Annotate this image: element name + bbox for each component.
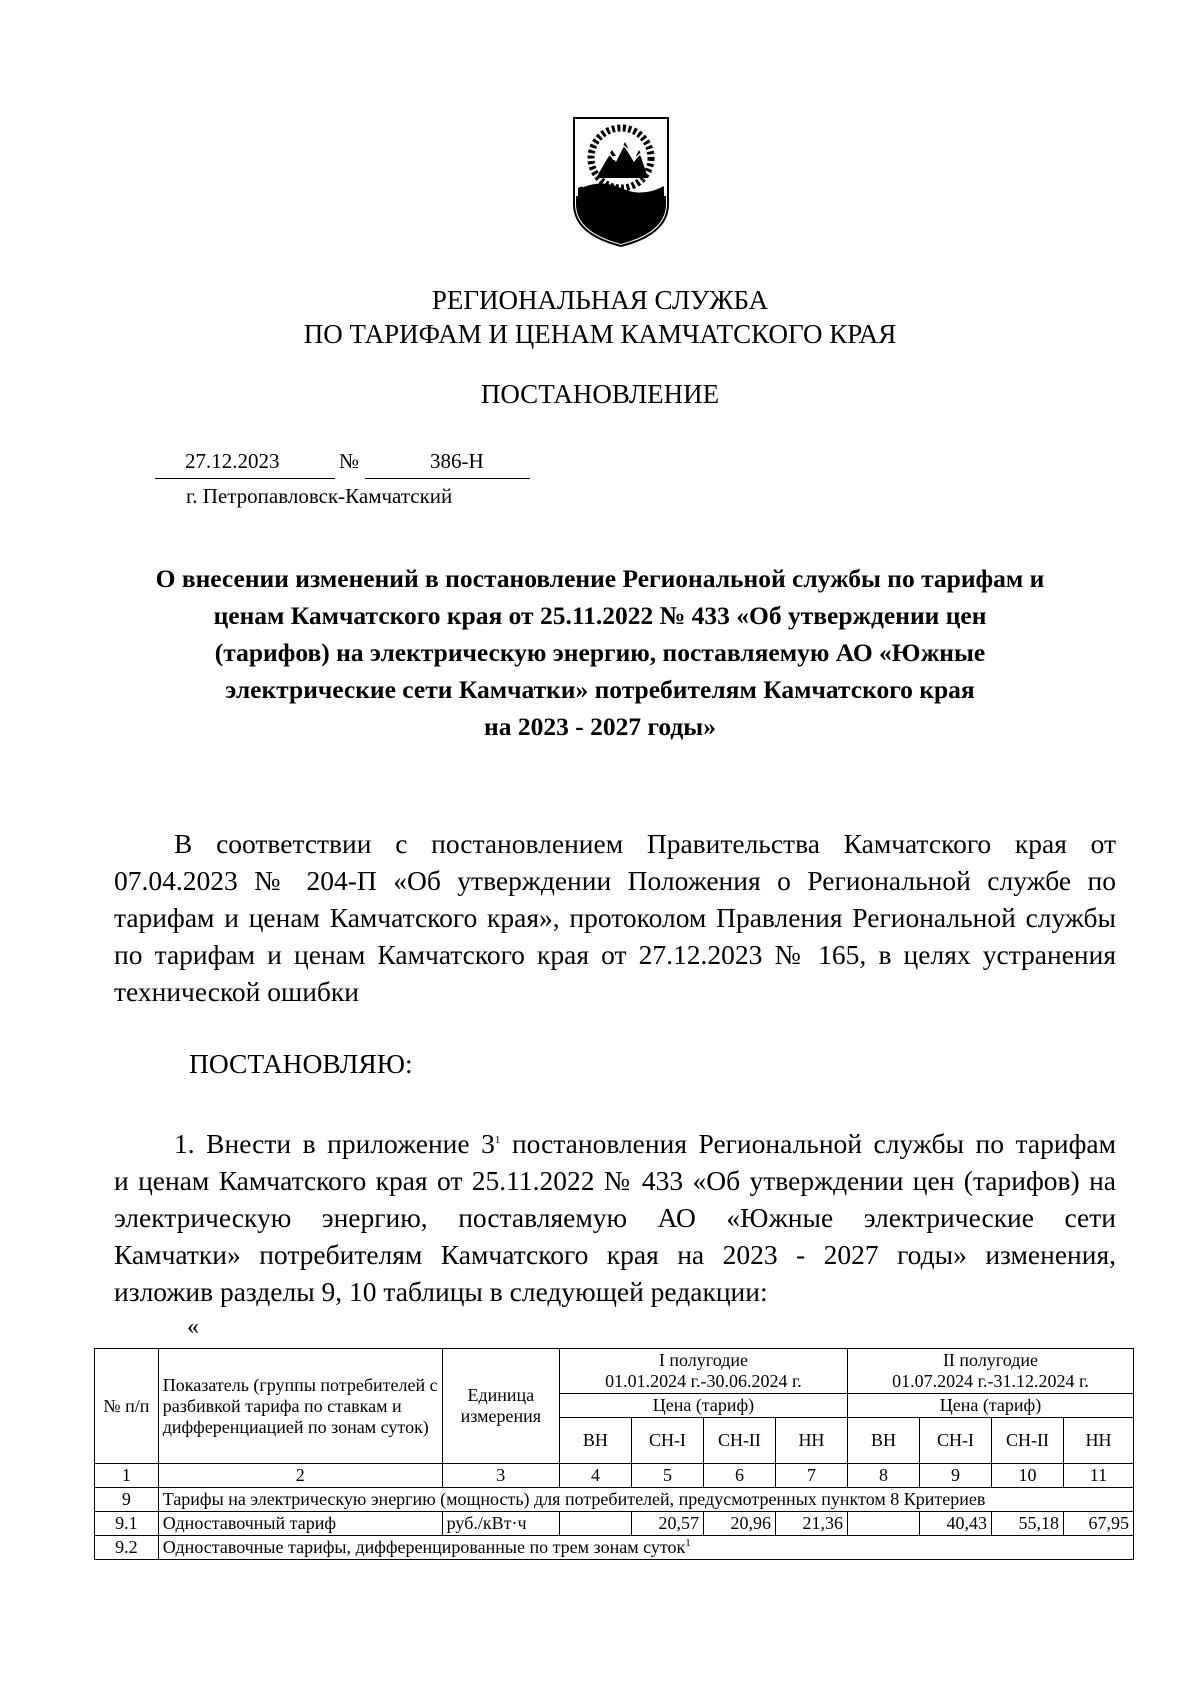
- item-1-prefix: 1. Внести в приложение 3: [174, 1128, 495, 1159]
- column-number: 1: [95, 1464, 159, 1488]
- voltage-level: СН-II: [991, 1418, 1063, 1464]
- item-1-suffix: постановления Региональной службы по тарифам: [500, 1128, 1116, 1159]
- table-row: [95, 1536, 1134, 1560]
- resolve-heading: ПОСТАНОВЛЯЮ:: [189, 1048, 413, 1079]
- voltage-level: ВН: [847, 1418, 919, 1464]
- annex-superscript: 1: [494, 1133, 501, 1146]
- row-number: 9: [95, 1488, 159, 1512]
- header-unit: Единица измерения: [442, 1349, 559, 1464]
- column-number: 5: [631, 1464, 703, 1488]
- preamble-line: В соответствии с постановлением Правительства Камчатского края от: [174, 828, 1116, 859]
- title-line: на 2023 - 2027 годы»: [484, 712, 716, 741]
- preamble-line: тарифам и ценам Камчатского края», протоколом Правления Региональной службы: [114, 902, 1116, 933]
- voltage-level: НН: [1063, 1418, 1133, 1464]
- document-type: ПОСТАНОВЛЕНИЕ: [480, 379, 720, 409]
- row-indicator: Одноставочный тариф: [158, 1512, 442, 1536]
- table-row: [95, 1512, 1134, 1536]
- tariff-value: 40,43: [919, 1512, 991, 1536]
- header-half-2: [847, 1349, 1133, 1394]
- column-number: 7: [775, 1464, 847, 1488]
- item-1-line: и ценам Камчатского края от 25.11.2022 № 433 «Об утверждении цен (тарифов) на: [114, 1165, 1116, 1196]
- column-number: 8: [847, 1464, 919, 1488]
- voltage-level: ВН: [559, 1418, 631, 1464]
- number-underline: [365, 478, 530, 479]
- document-title: [100, 560, 1100, 745]
- half-2-label: II полугодие: [942, 1350, 1038, 1370]
- row-unit: руб./кВт·ч: [442, 1512, 559, 1536]
- organization-line-1: РЕГИОНАЛЬНАЯ СЛУЖБА: [431, 285, 769, 315]
- header-price-2: Цена (тариф): [847, 1394, 1133, 1418]
- item-1-line: электрическую энергию, поставляемую АО «Южные электрические сети: [114, 1202, 1116, 1233]
- title-line: (тарифов) на электрическую энергию, поставляемую АО «Южные: [214, 638, 986, 667]
- item-1-paragraph: [114, 1125, 1116, 1310]
- column-number: 3: [442, 1464, 559, 1488]
- header-number: № п/п: [95, 1349, 159, 1464]
- section-title: [158, 1536, 1133, 1560]
- voltage-level: СН-I: [631, 1418, 703, 1464]
- kamchatka-coat-of-arms-icon: [572, 116, 670, 248]
- column-number: 10: [991, 1464, 1063, 1488]
- item-1-line: [114, 1125, 1116, 1162]
- tariff-value: 21,36: [775, 1512, 847, 1536]
- header-price-1: Цена (тариф): [559, 1394, 847, 1418]
- table-header-row: [95, 1349, 1134, 1394]
- half-1-label: I полугодие: [658, 1350, 748, 1370]
- item-1-line: изложив разделы 9, 10 таблицы в следующей редакции:: [114, 1276, 768, 1307]
- title-line: электрические сети Камчатки» потребителям Камчатского края: [225, 675, 975, 704]
- number-sign: №: [339, 449, 360, 473]
- title-line: О внесении изменений в постановление Региональной службы по тарифам и: [155, 564, 1045, 593]
- column-number: 6: [703, 1464, 775, 1488]
- preamble-paragraph: [114, 825, 1116, 1010]
- date-underline: [155, 478, 335, 479]
- column-number: 9: [919, 1464, 991, 1488]
- voltage-level: НН: [775, 1418, 847, 1464]
- tariff-value: [847, 1512, 919, 1536]
- table-row: [95, 1488, 1134, 1512]
- column-number: 4: [559, 1464, 631, 1488]
- tariff-value: [559, 1512, 631, 1536]
- header-indicator: Показатель (группы потребителей с разбивкой тарифа по ставкам и дифференциацией по зонам суток): [158, 1349, 442, 1464]
- tariff-value: 20,96: [703, 1512, 775, 1536]
- row-number: 9.1: [95, 1512, 159, 1536]
- column-number: 11: [1063, 1464, 1133, 1488]
- title-line: ценам Камчатского края от 25.11.2022 № 433 «Об утверждении цен: [213, 601, 987, 630]
- tariff-value: 55,18: [991, 1512, 1063, 1536]
- half-2-period: 01.07.2024 г.-31.12.2024 г.: [892, 1371, 1089, 1391]
- tariff-value: 67,95: [1063, 1512, 1133, 1536]
- document-date: 27.12.2023: [185, 449, 280, 473]
- row-92-text: Одноставочные тарифы, дифференцированные по трем зонам суток: [162, 1537, 686, 1557]
- item-1-line: Камчатки» потребителям Камчатского края на 2023 - 2027 годы» изменения,: [114, 1239, 1116, 1270]
- half-1-period: 01.01.2024 г.-30.06.2024 г.: [605, 1371, 802, 1391]
- opening-quote: «: [187, 1314, 199, 1340]
- document-city: г. Петропавловск-Камчатский: [186, 484, 453, 508]
- column-number: 2: [158, 1464, 442, 1488]
- row-number: 9.2: [95, 1536, 159, 1560]
- tariff-table: [94, 1348, 1134, 1560]
- preamble-line: технической ошибки: [114, 976, 359, 1007]
- header-half-1: [559, 1349, 847, 1394]
- document-number: 386-Н: [430, 449, 484, 473]
- organization-line-2: ПО ТАРИФАМ И ЦЕНАМ КАМЧАТСКОГО КРАЯ: [303, 319, 897, 349]
- column-number-row: [95, 1464, 1134, 1488]
- section-title: Тарифы на электрическую энергию (мощность) для потребителей, предусмотренных пунктом 8 Критериев: [158, 1488, 1133, 1512]
- tariff-value: 20,57: [631, 1512, 703, 1536]
- document-number-line: [155, 449, 555, 481]
- voltage-level: СН-I: [919, 1418, 991, 1464]
- footnote-marker: 1: [685, 1537, 691, 1549]
- preamble-line: по тарифам и ценам Камчатского края от 27.12.2023 № 165, в целях устранения: [114, 939, 1116, 970]
- organization-name: [0, 283, 1200, 351]
- preamble-line: 07.04.2023 № 204-П «Об утверждении Положения о Региональной службе по: [114, 865, 1116, 896]
- voltage-level: СН-II: [703, 1418, 775, 1464]
